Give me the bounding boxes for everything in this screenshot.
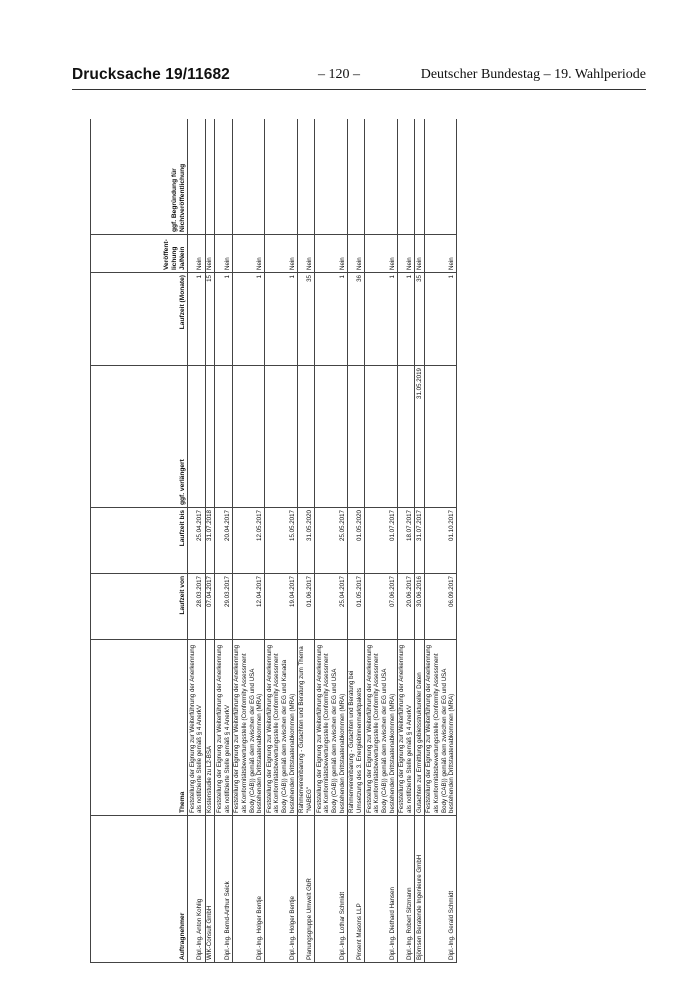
column-header: Veröffent-lichung Ja/Nein	[91, 235, 188, 273]
extended-date-cell	[232, 366, 265, 508]
table-row	[265, 119, 298, 963]
start-date-cell: 25.04.2017	[315, 574, 348, 640]
topic-cell: Feststellung der Eignung zur Weiterführung der Anerkennung als Konformitätsbewertungsstelle (Conformity Assessment Body (CAB)) gemäß dem zwischen der EG und USA bestehenden Drittstaatenabkommen (MRA)	[315, 640, 348, 816]
contractor-cell: Dipl.-Ing. Lothar Schmidt	[315, 816, 348, 963]
start-date-cell: 29.03.2017	[215, 574, 232, 640]
topic-cell: Rahmenvereinbarung - Gutachten und Beratung bei Umsetzung des 3. Energiebinnenmarktpakets	[347, 640, 364, 816]
duration-months-cell: 1	[397, 273, 414, 366]
end-date-cell: 15.05.2017	[265, 508, 298, 574]
duration-months-cell: 1	[315, 273, 348, 366]
table-row	[365, 119, 398, 963]
extended-date-cell	[424, 366, 457, 508]
extended-date-cell	[365, 366, 398, 508]
reason-cell	[188, 119, 205, 235]
topic-cell: Feststellung der Eignung zur Weiterführung der Anerkennung als Konformitätsbewertungsstelle (Conformity Assessment Body (CAB)) gemäß dem zwischen der EG und USA bestehenden Drittstaatenabkommen (MRA)	[424, 640, 457, 816]
reason-cell	[424, 119, 457, 235]
end-date-cell: 01.05.2020	[347, 508, 364, 574]
reason-cell	[205, 119, 215, 235]
duration-months-cell: 1	[424, 273, 457, 366]
reason-cell	[265, 119, 298, 235]
studies-table-frame	[90, 119, 622, 963]
end-date-cell: 20.04.2017	[215, 508, 232, 574]
contractor-cell: Pinsent Masons LLP	[347, 816, 364, 963]
extended-date-cell	[347, 366, 364, 508]
topic-cell: Feststellung der Eignung zur Weiterführung der Anerkennung als Konformitätsbewertungsstelle (Conformity Assessment Body (CAB)) gemäß dem zwischen der EG und USA bestehenden Drittstaatenabkommen (MRA)	[232, 640, 265, 816]
topic-cell: Feststellung der Eignung zur Weiterführung der Anerkennung als Konformitätsbewertungsstelle (Conformity Assessment Body (CAB)) gemäß dem zwischen der EG und USA bestehenden Drittstaatenabkommen (MRA)	[365, 640, 398, 816]
table-row	[397, 119, 414, 963]
table-body	[188, 119, 457, 963]
column-header: Laufzeit von	[91, 574, 188, 640]
topic-cell: Feststellung der Eignung zur Weiterführung der Anerkennung als notifizierte Stelle gemäß § 4 AnerkV	[215, 640, 232, 816]
duration-months-cell: 15	[205, 273, 215, 366]
contractor-cell: Björnsen Beratende Ingenieure GmbH	[415, 816, 425, 963]
table-row	[297, 119, 314, 963]
extended-date-cell	[205, 366, 215, 508]
studies-table	[90, 119, 457, 963]
start-date-cell: 28.03.2017	[188, 574, 205, 640]
published-cell: Nein	[365, 235, 398, 273]
column-header: ggf. Begründung für Nichtveröffentlichung	[91, 119, 188, 235]
duration-months-cell: 1	[265, 273, 298, 366]
reason-cell	[397, 119, 414, 235]
end-date-cell: 31.05.2020	[297, 508, 314, 574]
extended-date-cell	[297, 366, 314, 508]
end-date-cell: 01.10.2017	[424, 508, 457, 574]
published-cell: Nein	[232, 235, 265, 273]
table-row	[415, 119, 425, 963]
contractor-cell: Planungsgruppe Umwelt GbR	[297, 816, 314, 963]
header-rule	[72, 89, 646, 90]
duration-months-cell: 35	[415, 273, 425, 366]
end-date-cell: 31.07.2017	[415, 508, 425, 574]
column-header: Auftragnehmer	[91, 816, 188, 963]
column-header: Laufzeit bis	[91, 508, 188, 574]
table-row	[205, 119, 215, 963]
table-row	[424, 119, 457, 963]
end-date-cell: 31.07.2018	[205, 508, 215, 574]
topic-cell: Rahmenvereinbarung - Gutachten und Beratung zum Thema "NABEG"	[297, 640, 314, 816]
published-cell: Nein	[297, 235, 314, 273]
reason-cell	[315, 119, 348, 235]
end-date-cell: 25.05.2017	[315, 508, 348, 574]
extended-date-cell	[188, 366, 205, 508]
contractor-cell: WIK-Consult GmbH	[205, 816, 215, 963]
extended-date-cell	[265, 366, 298, 508]
table-row	[315, 119, 348, 963]
column-header: ggf. verlängert	[91, 366, 188, 508]
contractor-cell: Dipl.-Ing. Bernd-Arthur Seick	[215, 816, 232, 963]
topic-cell: Kostenstudie zu L2-BSA	[205, 640, 215, 816]
start-date-cell: 01.06.2017	[297, 574, 314, 640]
end-date-cell: 18.07.2017	[397, 508, 414, 574]
column-header: Thema	[91, 640, 188, 816]
extended-date-cell	[315, 366, 348, 508]
table-row	[232, 119, 265, 963]
topic-cell: Gutachten zur Ermittlung gebietsstruktureller Daten	[415, 640, 425, 816]
extended-date-cell	[215, 366, 232, 508]
end-date-cell: 01.07.2017	[365, 508, 398, 574]
start-date-cell: 01.05.2017	[347, 574, 364, 640]
published-cell: Nein	[397, 235, 414, 273]
reason-cell	[347, 119, 364, 235]
end-date-cell: 12.05.2017	[232, 508, 265, 574]
duration-months-cell: 36	[347, 273, 364, 366]
page-header	[72, 66, 646, 90]
document-number: Drucksache 19/11682	[72, 66, 230, 83]
topic-cell: Feststellung der Eignung zur Weiterführung der Anerkennung als notifizierte Stelle gemäß § 4 AnerkV	[397, 640, 414, 816]
start-date-cell: 07.04.2017	[205, 574, 215, 640]
topic-cell: Feststellung der Eignung zur Weiterführung der Anerkennung als notifizierte Stelle gemäß § 4 AnerkV	[188, 640, 205, 816]
rotated-table-container	[90, 119, 622, 963]
end-date-cell: 25.04.2017	[188, 508, 205, 574]
extended-date-cell	[397, 366, 414, 508]
table-row	[347, 119, 364, 963]
contractor-cell: Dipl.-Ing. Holger Bentje	[265, 816, 298, 963]
table-row	[188, 119, 205, 963]
published-cell: Nein	[347, 235, 364, 273]
published-cell: Nein	[415, 235, 425, 273]
extended-date-cell: 31.05.2019	[415, 366, 425, 508]
duration-months-cell: 35	[297, 273, 314, 366]
start-date-cell: 30.06.2016	[415, 574, 425, 640]
reason-cell	[415, 119, 425, 235]
contractor-cell: Dipl.-Ing. Gerald Schmidt	[424, 816, 457, 963]
contractor-cell: Dipl.-Ing. Holger Bentje	[232, 816, 265, 963]
start-date-cell: 07.06.2017	[365, 574, 398, 640]
published-cell: Nein	[315, 235, 348, 273]
column-header: Laufzeit (Monate)	[91, 273, 188, 366]
table-row	[215, 119, 232, 963]
reason-cell	[215, 119, 232, 235]
duration-months-cell: 1	[188, 273, 205, 366]
reason-cell	[365, 119, 398, 235]
published-cell: Nein	[215, 235, 232, 273]
institution-label: Deutscher Bundestag – 19. Wahlperiode	[420, 67, 646, 82]
contractor-cell: Dipl.-Ing. Anton Kohlig	[188, 816, 205, 963]
duration-months-cell: 1	[215, 273, 232, 366]
start-date-cell: 19.04.2017	[265, 574, 298, 640]
table-header-row	[91, 119, 188, 963]
page-number: – 120 –	[318, 67, 360, 82]
published-cell: Nein	[188, 235, 205, 273]
duration-months-cell: 1	[365, 273, 398, 366]
duration-months-cell: 1	[232, 273, 265, 366]
start-date-cell: 20.06.2017	[397, 574, 414, 640]
reason-cell	[232, 119, 265, 235]
published-cell: Nein	[265, 235, 298, 273]
published-cell: Nein	[424, 235, 457, 273]
start-date-cell: 12.04.2017	[232, 574, 265, 640]
reason-cell	[297, 119, 314, 235]
topic-cell: Feststellung der Eignung zur Weiterführung der Anerkennung als Konformitätsbewertungsstelle (Conformity Assessment Body (CAB)) gemäß dem zwischen der EG und Kanada bestehenden Drittstaatenabkommen (MRA)	[265, 640, 298, 816]
contractor-cell: Dipl.-Ing. Diethard Hansen	[365, 816, 398, 963]
start-date-cell: 06.09.2017	[424, 574, 457, 640]
contractor-cell: Dipl.-Ing. Robert Sitzmann	[397, 816, 414, 963]
published-cell: Nein	[205, 235, 215, 273]
